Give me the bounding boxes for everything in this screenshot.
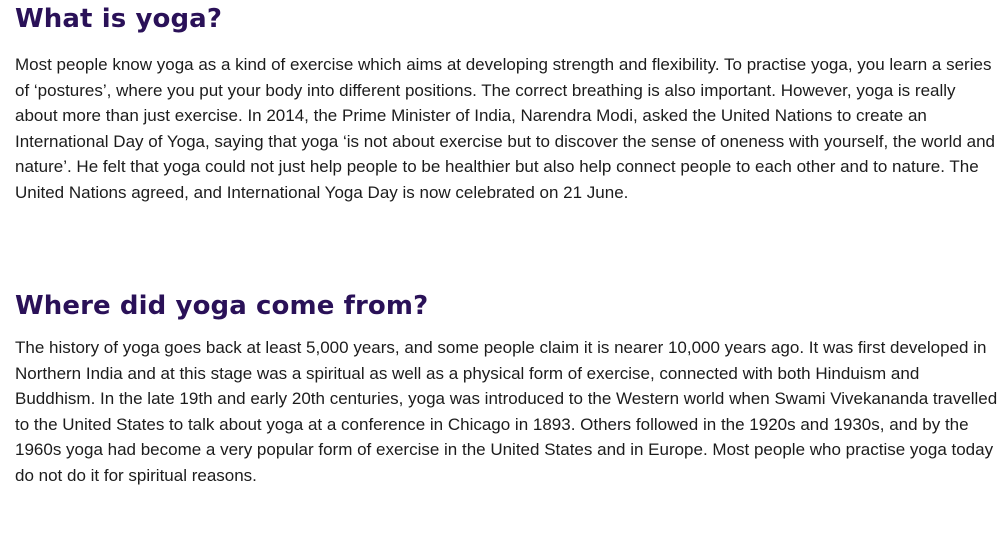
section-paragraph: Most people know yoga as a kind of exercise which aims at developing strength and flexibility. To practise yoga, you learn a series of ‘postures’, where you put your body into different positions. The correct breathing is also important. However, yoga is really about more than just exercise. In 2014, the Prime Minister of India, Narendra Modi, asked the United Nations to create an International Day of Yoga, saying that yoga ‘is not about exercise but to discover the sense of oneness with yourself, the world and nature’. He felt that yoga could not just help people to be healthier but also help connect people to each other and to nature. The United Nations agreed, and International Yoga Day is now celebrated on 21 June. (15, 55, 995, 202)
section-paragraph: The history of yoga goes back at least 5,000 years, and some people claim it is nearer 10,000 years ago. It was first developed in Northern India and at this stage was a spiritual as well as a physical form of exercise, connected with both Hinduism and Buddhism. In the late 19th and early 20th centuries, yoga was introduced to the Western world when Swami Vivekananda travelled to the United States to talk about yoga at a conference in Chicago in 1893. Others followed in the 1920s and 1930s, and by the 1960s yoga had become a very popular form of exercise in the United States and in Europe. Most people who practise yoga today do not do it for spiritual reasons. (15, 338, 998, 485)
section-where-did-yoga-come-from (15, 288, 1000, 488)
section-what-is-yoga (15, 1, 1000, 205)
article (15, 0, 1000, 488)
section-heading: Where did yoga come from? (15, 291, 429, 321)
section-heading: What is yoga? (15, 4, 223, 34)
